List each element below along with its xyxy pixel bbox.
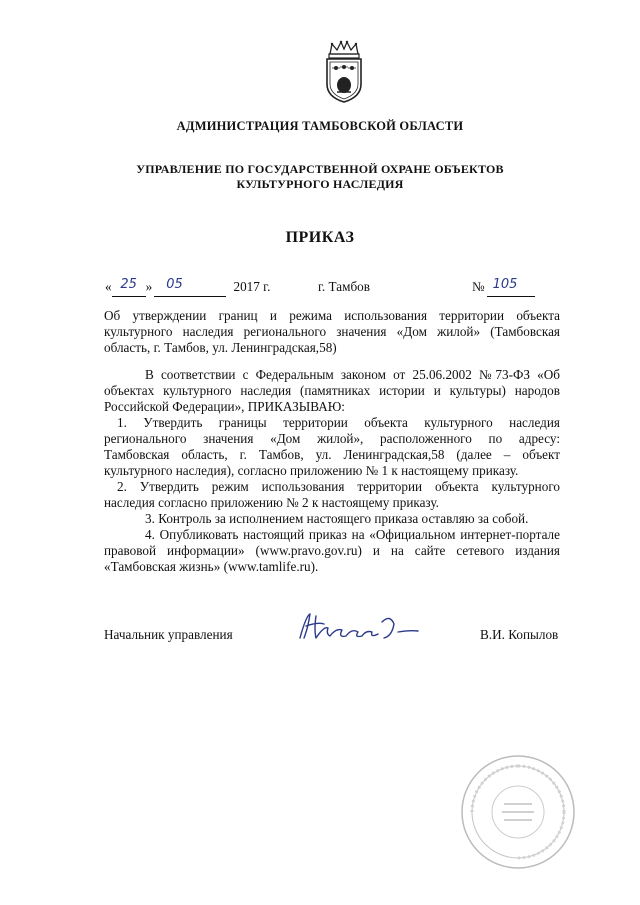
body-line: Тамбовская область, г. Тамбов, ул. Ленинградская,58 (далее – объект bbox=[104, 447, 560, 462]
order-subject bbox=[104, 308, 560, 356]
body-line: 2. Утвердить режим использования территории объекта культурного bbox=[117, 479, 560, 494]
date-month-handwritten: 05 bbox=[166, 277, 183, 292]
date-close-quote: » bbox=[145, 279, 153, 294]
body-line: регионального значения «Дом жилой», расположенного по адресу: bbox=[104, 431, 560, 446]
date-day-line bbox=[112, 279, 146, 297]
official-stamp-seal bbox=[458, 752, 578, 872]
order-number-field bbox=[472, 279, 535, 297]
item-4-paragraph bbox=[104, 527, 560, 575]
item-3-paragraph bbox=[104, 511, 560, 527]
body-line: объектах культурного наследия (памятниках истории и культуры) народов bbox=[104, 383, 560, 398]
department-title-line2: КУЛЬТУРНОГО НАСЛЕДИЯ bbox=[236, 177, 404, 191]
order-body bbox=[104, 367, 560, 575]
order-number-handwritten: 105 bbox=[492, 277, 518, 292]
date-month-line bbox=[154, 279, 226, 297]
body-line: 4. Опубликовать настоящий приказ на «Официальном интернет-портале bbox=[145, 527, 560, 542]
subject-line: область, г. Тамбов, ул. Ленинградская,58) bbox=[104, 340, 337, 355]
date-open-quote: « bbox=[105, 279, 112, 294]
date-year: 2017 г. bbox=[233, 279, 271, 294]
date-field bbox=[105, 279, 270, 297]
body-line: 1. Утвердить границы территории объекта культурного наследия bbox=[117, 415, 560, 430]
signatory-position: Начальник управления bbox=[104, 627, 233, 642]
document-type-title: ПРИКАЗ bbox=[285, 229, 355, 246]
body-line: культурного наследия), согласно приложению № 1 к настоящему приказу. bbox=[104, 463, 519, 478]
city-label: г. Тамбов bbox=[318, 279, 370, 294]
item-1-paragraph bbox=[104, 415, 560, 479]
body-line: правовой информации» (www.pravo.gov.ru) и на сайте сетевого издания bbox=[104, 543, 560, 558]
body-line: наследия согласно приложению № 2 к настоящему приказу. bbox=[104, 495, 439, 510]
item-2-paragraph bbox=[104, 479, 560, 511]
body-line: В соответствии с Федеральным законом от 25.06.2002 №73-ФЗ «Об bbox=[145, 367, 560, 382]
body-line: «Тамбовская жизнь» (www.tamlife.ru). bbox=[104, 559, 319, 574]
date-day-handwritten: 25 bbox=[120, 277, 137, 292]
order-number-line bbox=[487, 279, 535, 297]
coat-of-arms-emblem bbox=[322, 40, 366, 104]
handwritten-signature bbox=[294, 608, 434, 648]
subject-line: культурного наследия регионального значения «Дом жилой» (Тамбовская bbox=[104, 324, 560, 339]
number-prefix: № bbox=[472, 279, 485, 294]
body-line: 3. Контроль за исполнением настоящего приказа оставляю за собой. bbox=[145, 511, 529, 526]
department-title-line1: УПРАВЛЕНИЕ ПО ГОСУДАРСТВЕННОЙ ОХРАНЕ ОБЪЕКТОВ bbox=[136, 162, 504, 176]
subject-line: Об утверждении границ и режима использования территории объекта bbox=[104, 308, 560, 323]
preamble-paragraph bbox=[104, 367, 560, 415]
administration-title: АДМИНИСТРАЦИЯ ТАМБОВСКОЙ ОБЛАСТИ bbox=[176, 119, 464, 133]
signatory-name: В.И. Копылов bbox=[480, 627, 559, 642]
body-line: Российской Федерации», ПРИКАЗЫВАЮ: bbox=[104, 399, 345, 414]
